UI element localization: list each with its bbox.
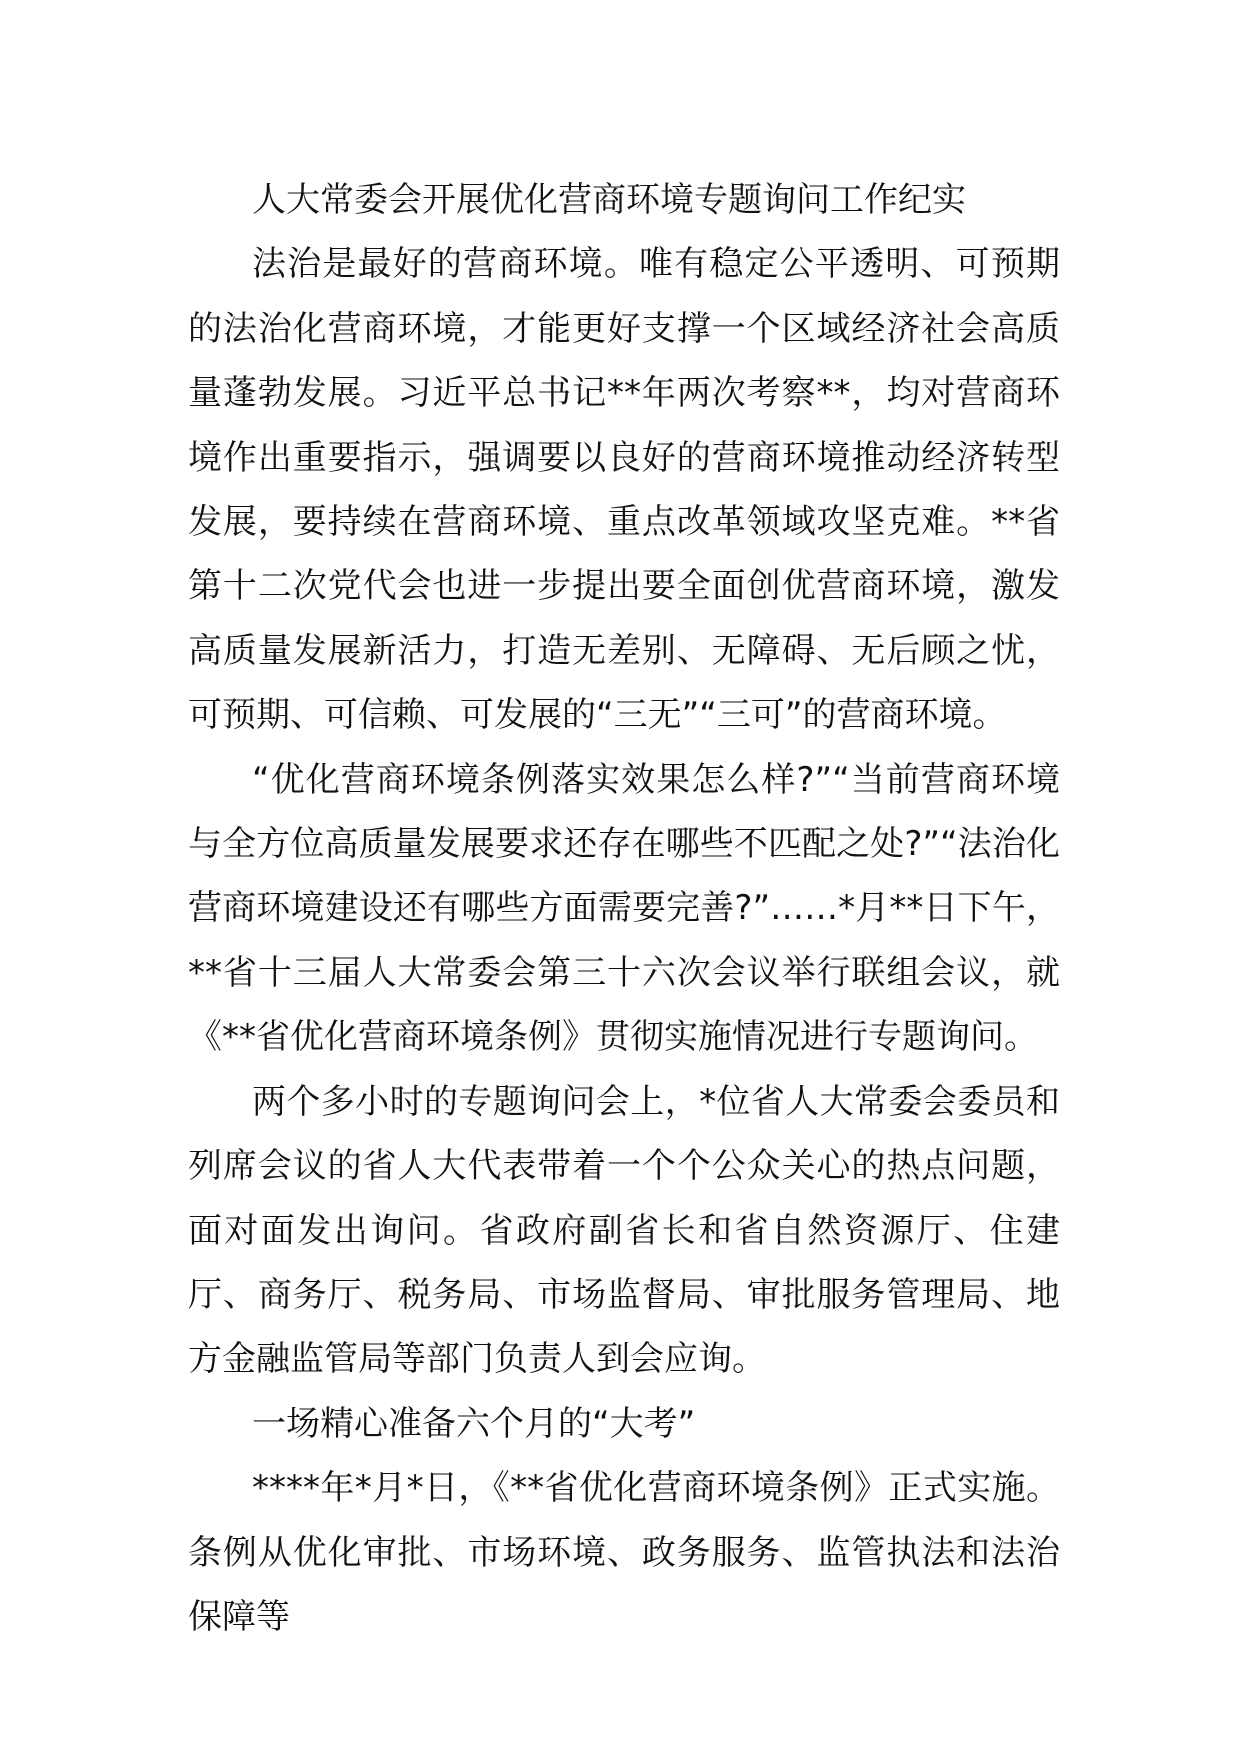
paragraph-3: 两个多小时的专题询问会上，*位省人大常委会委员和列席会议的省人大代表带着一个个公众关心的热点问题，面对面发出询问。省政府副省长和省自然资源厅、住建厅、商务厅、税务局、市场监督局、审批服务管理局、地方金融监管局等部门负责人到会应询。: [188, 1081, 1060, 1380]
document-title: 人大常委会开展优化营商环境专题询问工作纪实: [252, 180, 966, 220]
document-body: [188, 168, 1060, 1649]
paragraph-2: “优化营商环境条例落实效果怎么样?”“当前营商环境与全方位高质量发展要求还存在哪些不匹配之处?”“法治化营商环境建设还有哪些方面需要完善?”……*月**日下午，**省十三届人大常委会第三十六次会议举行联组会议，就《**省优化营商环境条例》贯彻实施情况进行专题询问。: [188, 759, 1060, 1058]
section-heading: 一场精心准备六个月的“大考”: [252, 1403, 696, 1444]
paragraph-4: ****年*月*日，《**省优化营商环境条例》正式实施。条例从优化审批、市场环境、政务服务、监管执法和法治保障等: [188, 1468, 1060, 1637]
paragraph-1: 法治是最好的营商环境。唯有稳定公平透明、可预期的法治化营商环境，才能更好支撑一个区域经济社会高质量蓬勃发展。习近平总书记**年两次考察**，均对营商环境作出重要指示，强调要以良好的营商环境推动经济转型发展，要持续在营商环境、重点改革领域攻坚克难。**省第十二次党代会也进一步提出要全面创优营商环境，激发高质量发展新活力，打造无差别、无障碍、无后顾之忧，可预期、可信赖、可发展的“三无”“三可”的营商环境。: [188, 244, 1060, 736]
